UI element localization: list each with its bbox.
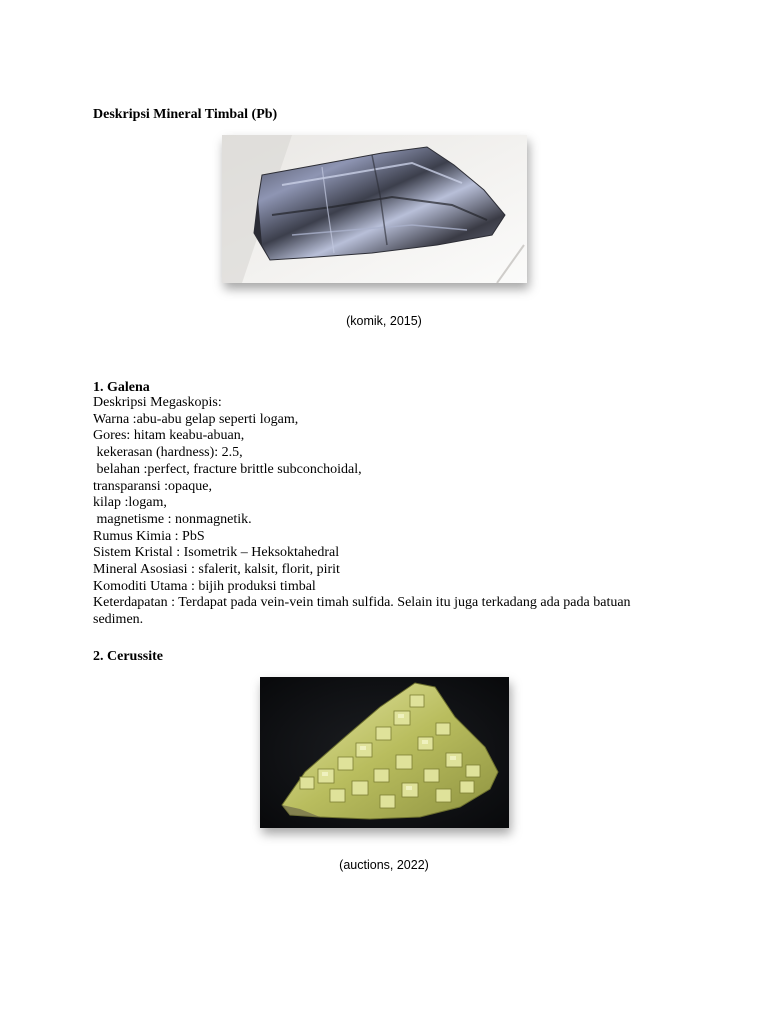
description-line: Warna :abu-abu gelap seperti logam, xyxy=(93,411,299,427)
document-title: Deskripsi Mineral Timbal (Pb) xyxy=(93,107,278,122)
description-line: Rumus Kimia : PbS xyxy=(93,528,205,544)
galena-photo xyxy=(222,135,527,283)
description-line: transparansi :opaque, xyxy=(93,478,212,494)
description-line: Sistem Kristal : Isometrik – Heksoktahedral xyxy=(93,545,340,561)
description-line: Keterdapatan : Terdapat pada vein-vein timah sulfida. Selain itu juga terkadang ada pada batuan sedimen. xyxy=(93,595,631,628)
description-line: Gores: hitam keabu-abuan, xyxy=(93,428,245,444)
description-line: kilap :logam, xyxy=(93,495,167,511)
section2-heading: 2. Cerussite xyxy=(93,649,163,664)
description-line: belahan :perfect, fracture brittle subconchoidal, xyxy=(93,461,362,477)
figure2-caption: (auctions, 2022) xyxy=(339,858,429,872)
description-line: kekerasan (hardness): 2.5, xyxy=(93,445,243,461)
figure1-caption: (komik, 2015) xyxy=(346,314,422,328)
description-line: Deskripsi Megaskopis: xyxy=(93,395,222,410)
description-line: Komoditi Utama : bijih produksi timbal xyxy=(93,578,316,594)
description-line: magnetisme : nonmagnetik. xyxy=(93,511,252,527)
description-line: Mineral Asosiasi : sfalerit, kalsit, florit, pirit xyxy=(93,562,340,578)
galena-description xyxy=(93,395,673,629)
cerussite-photo xyxy=(260,677,509,828)
section1-heading: 1. Galena xyxy=(93,380,150,395)
